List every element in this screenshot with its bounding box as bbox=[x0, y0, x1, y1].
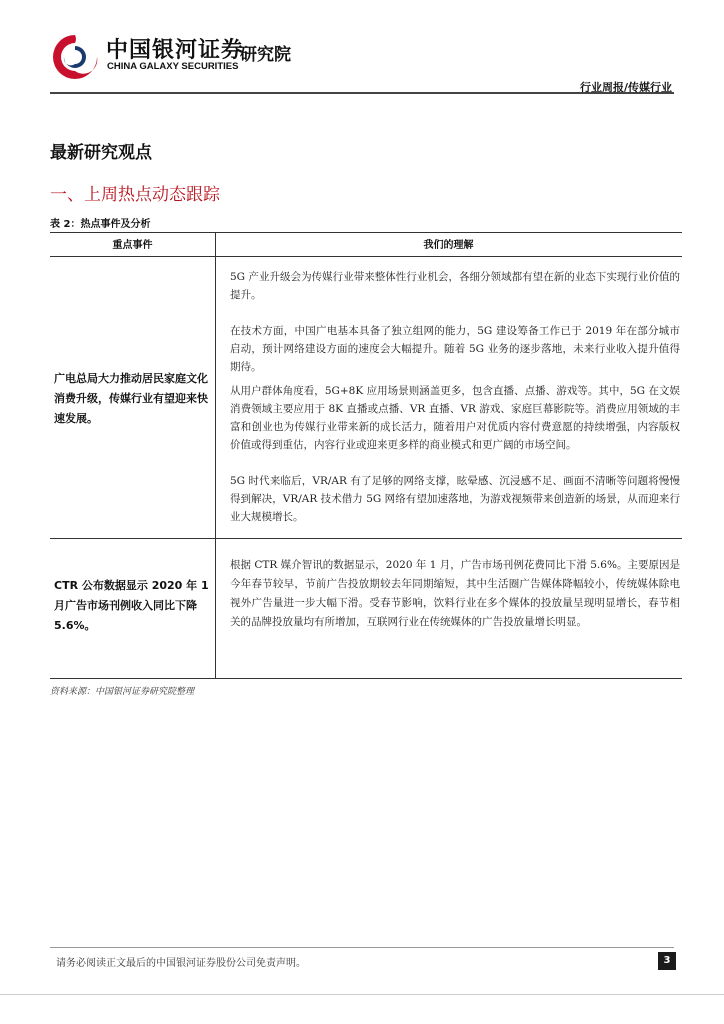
footer-divider bbox=[50, 947, 674, 948]
page-bottom-rule bbox=[0, 994, 724, 995]
table-row-1-event: 广电总局大力推动居民家庭文化消费升级，传媒行业有望迎来快速发展。 bbox=[54, 372, 208, 425]
table-header-rule bbox=[50, 256, 682, 257]
galaxy-logo-icon bbox=[50, 32, 100, 82]
subsection-title: 一、上周热点动态跟踪 bbox=[50, 185, 220, 205]
table-row-1-analysis-p4: 5G 时代来临后，VR/AR 有了足够的网络支撑，眩晕感、沉浸感不足、画面不清晰等问题将慢慢得到解决，VR/AR 技术借力 5G 网络有望加速落地，为游戏视频带来创造新的场景，从而迎来行业大规模增长。 bbox=[230, 475, 680, 523]
institute-label: 研究院 bbox=[240, 45, 291, 65]
table-top-rule bbox=[50, 232, 682, 233]
brand-name-en: CHINA GALAXY SECURITIES bbox=[107, 61, 239, 72]
section-title: 最新研究观点 bbox=[50, 143, 152, 163]
table-row-1-analysis-p2: 在技术方面，中国广电基本具备了独立组网的能力，5G 建设筹备工作已于 2019 年在部分城市启动，预计网络建设方面的速度会大幅提升。随着 5G 业务的逐步落地，未来行业收入提升值得期待。 bbox=[230, 325, 680, 373]
report-type: 行业周报/传媒行业 bbox=[579, 81, 672, 94]
table-bottom-rule bbox=[50, 678, 682, 679]
brand-name-cn: 中国银河证券 bbox=[106, 38, 245, 63]
footer-disclaimer: 请务必阅读正文最后的中国银河证券股份公司免责声明。 bbox=[56, 958, 306, 969]
table-row-1-analysis-p3: 从用户群体角度看，5G+8K 应用场景则涵盖更多，包含直播、点播、游戏等。其中，5G 在文娱消费领域主要应用于 8K 直播或点播、VR 直播、VR 游戏、家庭巨幕影院等。消费应用领域的丰富和创业也为传媒行业带来新的成长活力，随着用户对优质内容付费意愿的持续增强，内容版权价值或得到重估，内容行业或迎来更多样的商业模式和更广阔的市场空间。 bbox=[230, 385, 680, 451]
header-divider bbox=[50, 92, 674, 94]
table-row-2-event: CTR 公布数据显示 2020 年 1 月广告市场刊例收入同比下降 5.6%。 bbox=[54, 579, 209, 632]
table-header-analysis: 我们的理解 bbox=[423, 240, 474, 251]
source-note: 资料来源：中国银河证券研究院整理 bbox=[50, 687, 195, 697]
table-header-event: 重点事件 bbox=[112, 240, 153, 251]
table-row-2-analysis-p1: 根据 CTR 媒介智讯的数据显示，2020 年 1 月，广告市场刊例花费同比下滑 5.6%。主要原因是今年春节较早，节前广告投放期较去年同期缩短，其中生活圈广告媒体降幅较小，传统媒体除电视外广告量进一步大幅下滑。受春节影响，饮料行业在多个媒体的投放量呈现明显增长，春节相关的品牌投放量均有所增加，互联网行业在传统媒体的广告投放量增长明显。 bbox=[230, 559, 680, 628]
page-number: 3 bbox=[658, 952, 676, 970]
table-row-1-analysis-p1: 5G 产业升级会为传媒行业带来整体性行业机会，各细分领域都有望在新的业态下实现行业价值的提升。 bbox=[230, 271, 680, 301]
table-column-divider bbox=[215, 232, 216, 538]
table-caption: 表 2：热点事件及分析 bbox=[50, 219, 151, 230]
table-column-divider bbox=[215, 538, 216, 678]
table-row-rule bbox=[50, 538, 682, 539]
